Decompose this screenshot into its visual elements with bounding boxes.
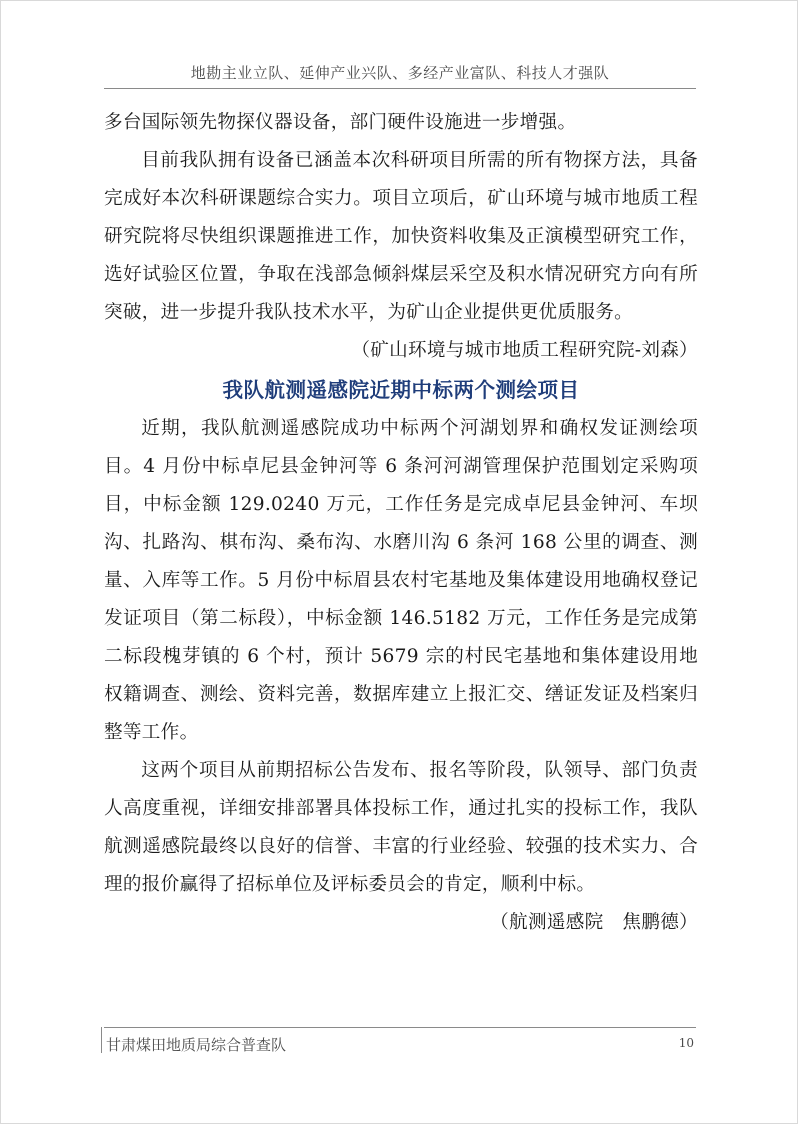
footer-divider — [104, 1027, 696, 1028]
running-header: 地勘主业立队、延伸产业兴队、多经产业富队、科技人才强队 — [190, 64, 610, 82]
paragraph-equipment: 目前我队拥有设备已涵盖本次科研项目所需的所有物探方法，具备完成好本次科研课题综合实力。项目立项后，矿山环境与城市地质工程研究院将尽快组织课题推进工作，加快资料收集及正演模型研究工作，选好试验区位置，争取在浅部急倾斜煤层采空及积水情况研究方向有所突破，进一步提升我队技术水平，为矿山企业提供更优质服务。 — [104, 150, 698, 323]
paragraph-process: 这两个项目从前期招标公告发布、报名等阶段，队领导、部门负责人高度重视，详细安排部署具体投标工作，通过扎实的投标工作，我队航测遥感院最终以良好的信誉、丰富的行业经验、较强的技术实力、合理的报价赢得了招标单位及评标委员会的肯定，顺利中标。 — [104, 760, 698, 895]
paragraph-bids: 近期，我队航测遥感院成功中标两个河湖划界和确权发证测绘项目。4 月份中标卓尼县金钟河等 6 条河河湖管理保护范围划定采购项目，中标金额 129.0240 万元，工作任务是完成卓尼县金钟河、车坝沟、扎路沟、棋布沟、桑布沟、水磨川沟 6 条河 168 公里的调查、测量、入库等工作。5 月份中标眉县农村宅基地及集体建设用地确权登记发证项目（第二标段），中标金额 146.5182 万元，工作任务是完成第二标段槐芽镇的 6 个村，预计 5679 宗的村民宅基地和集体建设用地权籍调查、测绘、资料完善，数据库建立上报汇交、缮证发证及档案归整等工作。 — [104, 418, 698, 743]
signature-first-article: （矿山环境与城市地质工程研究院-刘森） — [351, 340, 698, 361]
article-title: 我队航测遥感院近期中标两个测绘项目 — [222, 378, 580, 402]
header-divider — [104, 88, 696, 89]
footer-organization: 甘肃煤田地质局综合普查队 — [106, 1036, 287, 1054]
paragraph-continued: 多台国际领先物探仪器设备，部门硬件设施进一步增强。 — [104, 112, 577, 133]
document-body — [104, 104, 698, 942]
signature-second-article: （航测遥感院 焦鹏德） — [490, 912, 698, 933]
footer-margin-mark — [101, 1027, 102, 1053]
page-number: 10 — [678, 1036, 694, 1050]
